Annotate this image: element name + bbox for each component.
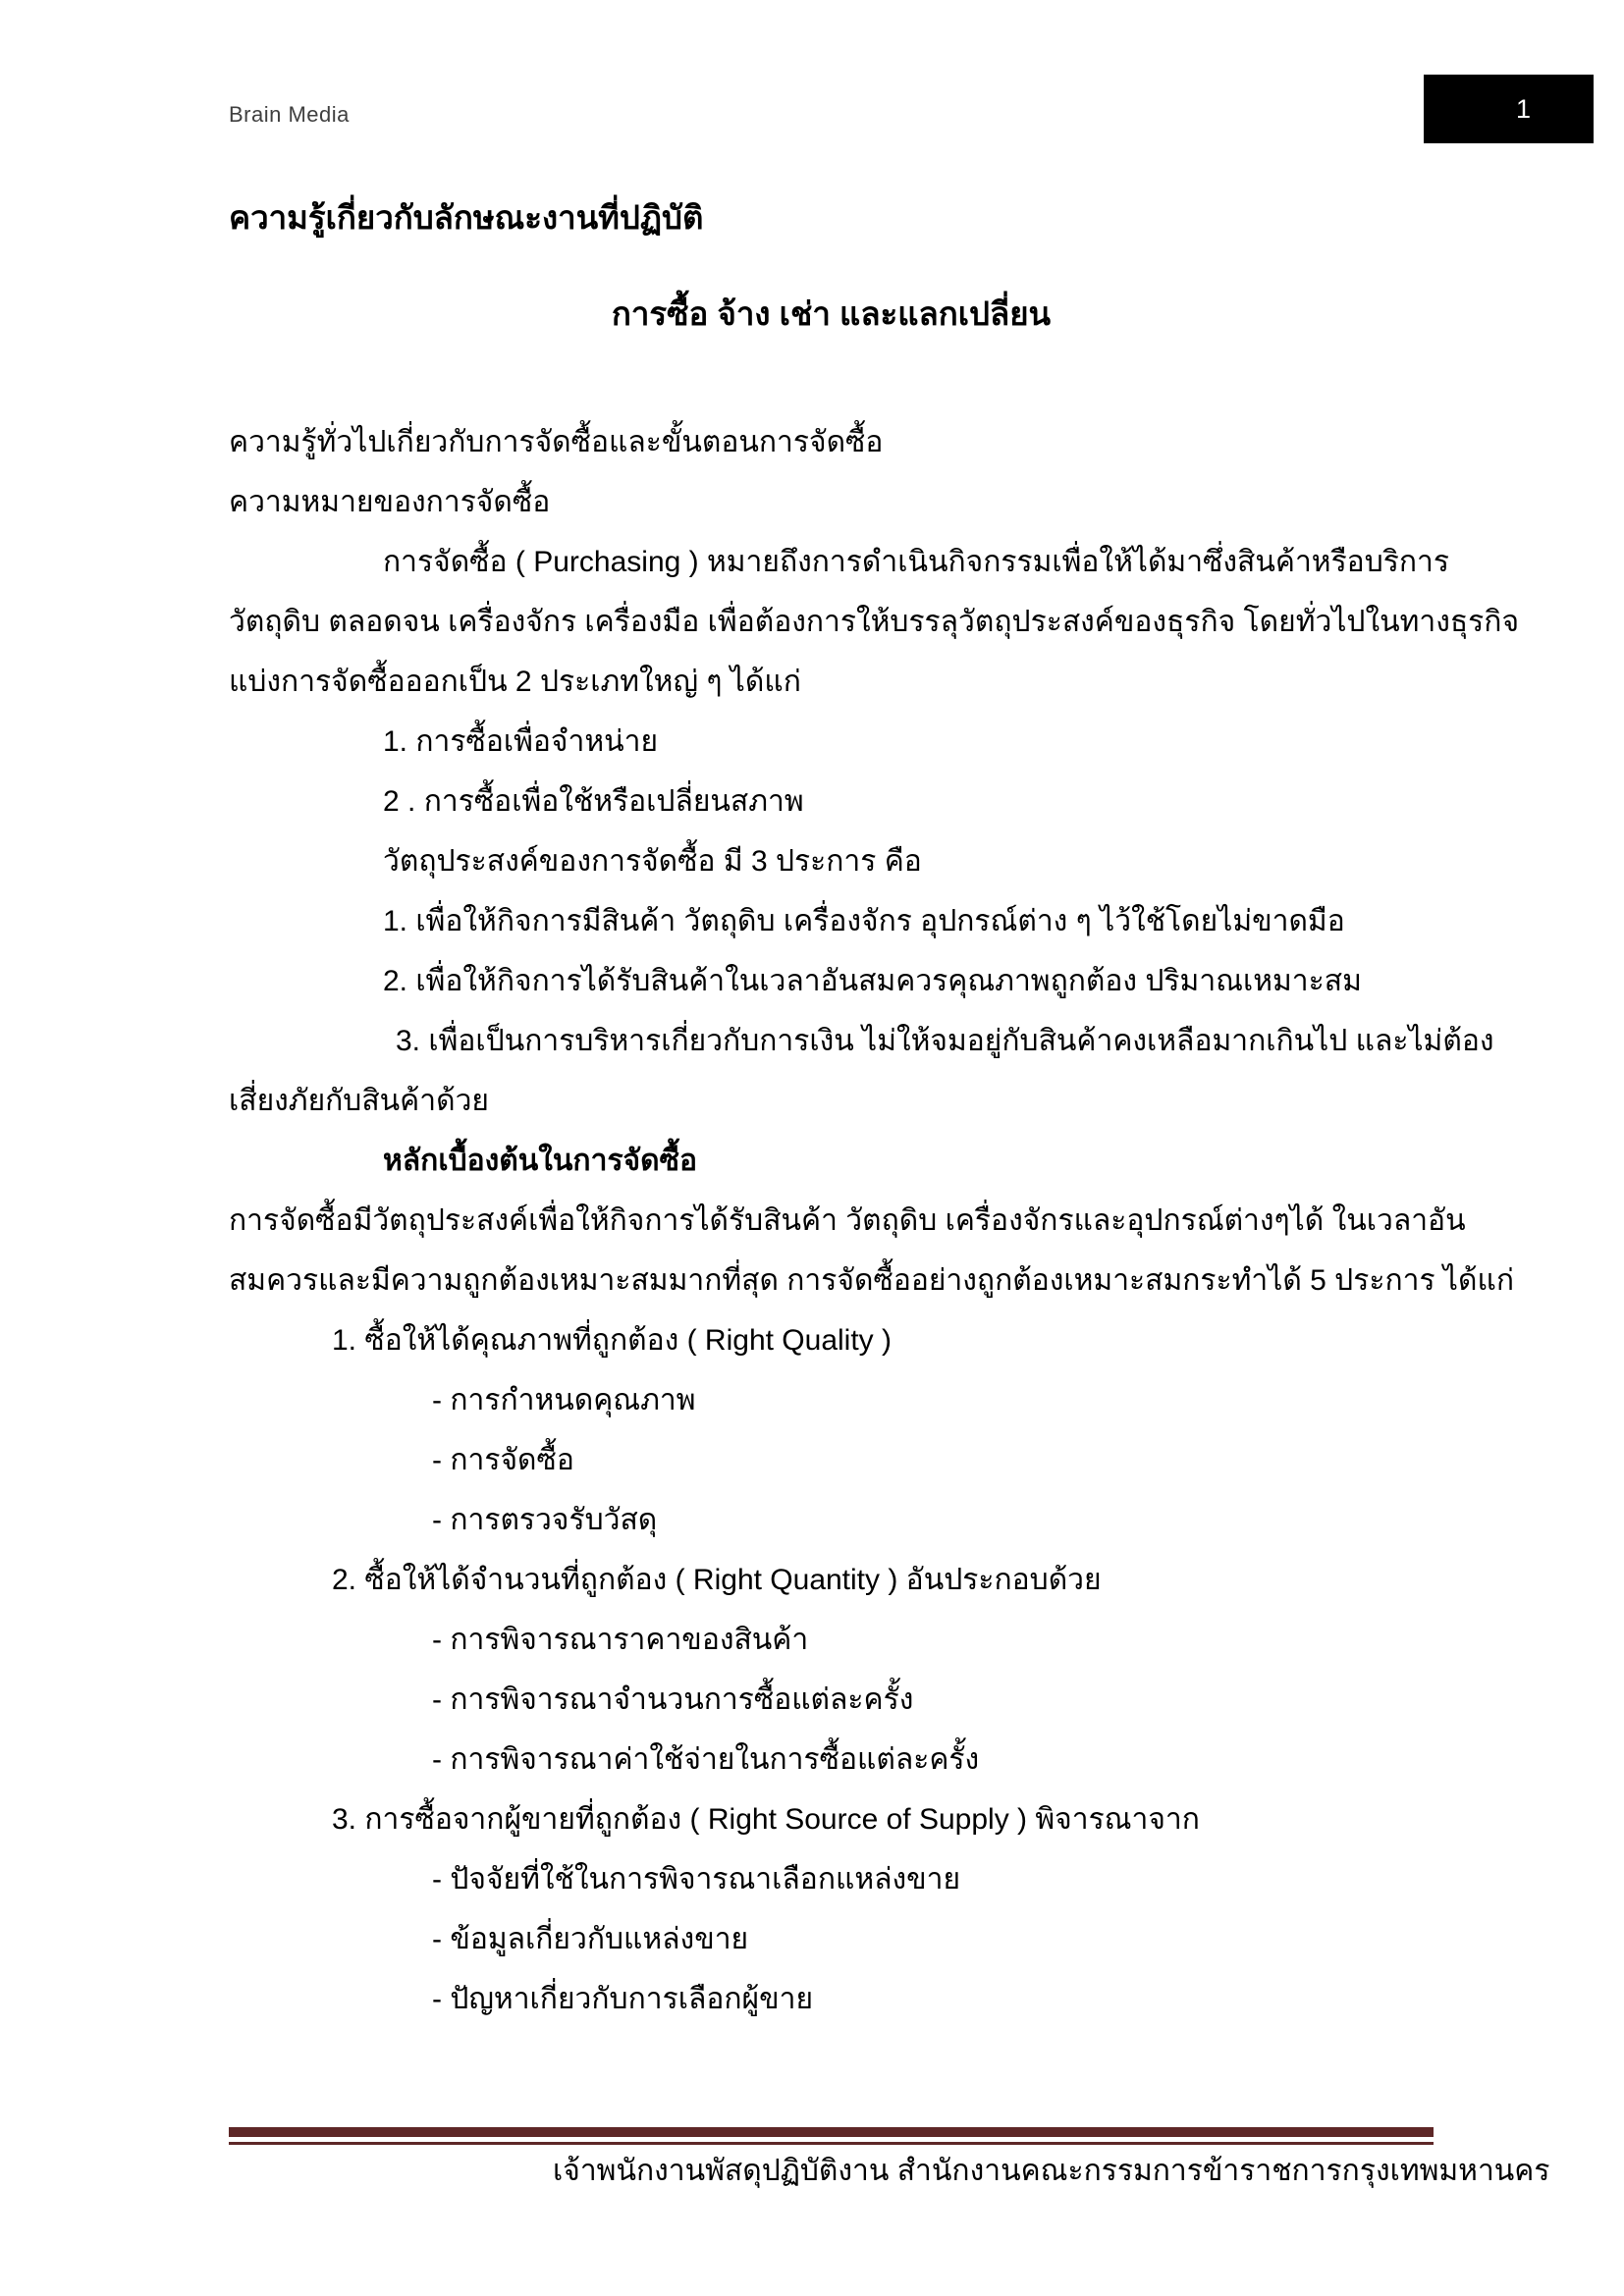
body-line: การจัดซื้อมีวัตถุประสงค์เพื่อให้กิจการได้รับสินค้า วัตถุดิบ เครื่องจักรและอุปกรณ์ต่างๆได้ ในเวลาอัน — [229, 1204, 1466, 1237]
body-line: 2. เพื่อให้กิจการได้รับสินค้าในเวลาอันสมควรคุณภาพถูกต้อง ปริมาณเหมาะสม — [383, 965, 1362, 997]
body-line: ความรู้ทั่วไปเกี่ยวกับการจัดซื้อและขั้นตอนการจัดซื้อ — [229, 426, 884, 458]
footer-text: เจ้าพนักงานพัสดุปฏิบัติงาน สำนักงานคณะกรรมการข้าราชการกรุงเทพมหานคร — [553, 2155, 1550, 2187]
body-line: - การพิจารณาราคาของสินค้า — [432, 1624, 809, 1656]
page-number: 1 — [1515, 93, 1532, 124]
body-line: 2 . การซื้อเพื่อใช้หรือเปลี่ยนสภาพ — [383, 785, 804, 818]
body-line: - การจัดซื้อ — [432, 1444, 574, 1476]
body-line: - ปัจจัยที่ใช้ในการพิจารณาเลือกแหล่งขาย — [432, 1863, 961, 1896]
body-line: 1. การซื้อเพื่อจำหน่าย — [383, 725, 659, 758]
body-line: เสี่ยงภัยกับสินค้าด้วย — [229, 1085, 489, 1117]
body-line: 1. ซื้อให้ได้คุณภาพที่ถูกต้อง ( Right Quality ) — [332, 1324, 892, 1357]
body-line: - ปัญหาเกี่ยวกับการเลือกผู้ขาย — [432, 1983, 814, 2015]
body-line: 3. การซื้อจากผู้ขายที่ถูกต้อง ( Right Source of Supply ) พิจารณาจาก — [332, 1803, 1200, 1836]
body-line: - การพิจารณาค่าใช้จ่ายในการซื้อแต่ละครั้ง — [432, 1743, 980, 1776]
body-line: 3. เพื่อเป็นการบริหารเกี่ยวกับการเงิน ไม่ให้จมอยู่กับสินค้าคงเหลือมากเกินไป และไม่ต้อง — [396, 1025, 1494, 1057]
body-line: วัตถุประสงค์ของการจัดซื้อ มี 3 ประการ คือ — [383, 845, 922, 878]
body-line: - การพิจารณาจำนวนการซื้อแต่ละครั้ง — [432, 1683, 914, 1716]
body-line: - การกำหนดคุณภาพ — [432, 1384, 696, 1416]
page-number-box — [1424, 75, 1594, 143]
body-line: แบ่งการจัดซื้อออกเป็น 2 ประเภทใหญ่ ๆ ได้แก่ — [229, 666, 801, 698]
body-line: การจัดซื้อ ( Purchasing ) หมายถึงการดำเนินกิจกรรมเพื่อให้ได้มาซึ่งสินค้าหรือบริการ — [383, 546, 1449, 578]
body-line: - การตรวจรับวัสดุ — [432, 1504, 658, 1536]
body-line: 2. ซื้อให้ได้จำนวนที่ถูกต้อง ( Right Quantity ) อันประกอบด้วย — [332, 1564, 1102, 1596]
body-line: 1. เพื่อให้กิจการมีสินค้า วัตถุดิบ เครื่องจักร อุปกรณ์ต่าง ๆ ไว้ใช้โดยไม่ขาดมือ — [383, 905, 1345, 937]
footer-divider-thick — [229, 2127, 1434, 2137]
main-title: ความรู้เกี่ยวกับลักษณะงานที่ปฏิบัติ — [229, 199, 704, 236]
footer-divider-thin — [229, 2142, 1434, 2145]
body-line: สมควรและมีความถูกต้องเหมาะสมมากที่สุด การจัดซื้ออย่างถูกต้องเหมาะสมกระทำได้ 5 ประการ ได้แก่ — [229, 1264, 1514, 1297]
document-body — [229, 412, 1520, 2029]
brand-text: Brain Media — [229, 102, 350, 127]
body-line: วัตถุดิบ ตลอดจน เครื่องจักร เครื่องมือ เพื่อต้องการให้บรรลุวัตถุประสงค์ของธุรกิจ โดยทั่วไปในทางธุรกิจ — [229, 606, 1520, 638]
body-line: ความหมายของการจัดซื้อ — [229, 486, 551, 518]
body-line: หลักเบื้องต้นในการจัดซื้อ — [383, 1145, 697, 1177]
sub-title: การซื้อ จ้าง เช่า และแลกเปลี่ยน — [611, 295, 1052, 332]
body-line: - ข้อมูลเกี่ยวกับแหล่งขาย — [432, 1923, 749, 1955]
